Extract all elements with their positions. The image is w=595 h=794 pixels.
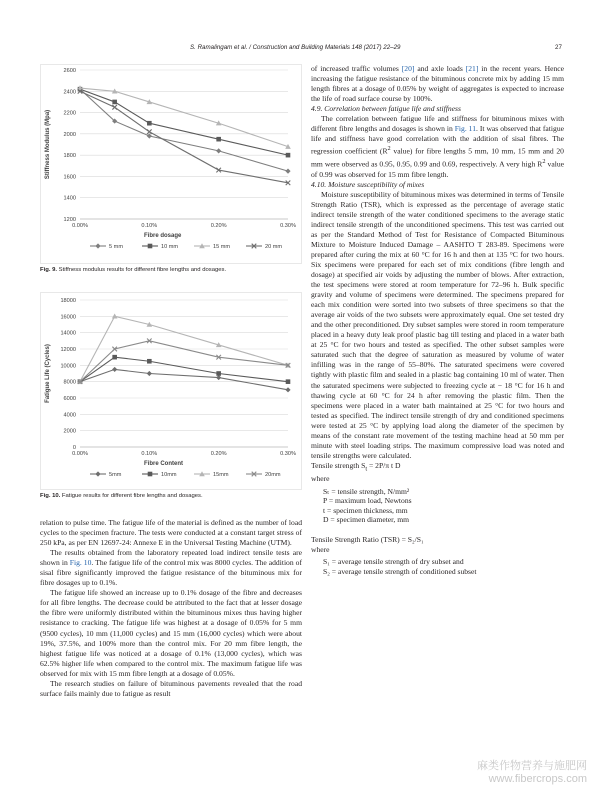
data-point (285, 169, 290, 174)
legend-label: 10 mm (161, 244, 179, 250)
legend-entry (90, 243, 123, 250)
series-15mm (77, 85, 291, 149)
page-number: 27 (555, 44, 562, 51)
text-run: The results obtained from the laboratory repeated load indirect tensile tests are shown in (40, 548, 302, 568)
x-tick-label: 0.10% (141, 223, 158, 229)
data-point (112, 355, 117, 360)
definition-list (323, 487, 564, 525)
series-5mm (77, 367, 290, 393)
data-point (286, 153, 291, 158)
figure-9-caption-text: Stiffness modulus results for different fibre lengths and dosages. (57, 267, 227, 273)
equation-text: = 2P/π t D (367, 460, 401, 470)
data-point (147, 371, 152, 376)
data-point (147, 121, 152, 126)
data-point (112, 105, 117, 110)
figure-9-caption (40, 266, 302, 274)
text-run: . The fatigue life of the control mix was 8000 cycles. The addition of sisal fibre significantly improved the fatigue resistance of the bituminous mix for fibre dosages up to 0.1%. (40, 558, 302, 588)
y-tick-label: 2000 (63, 428, 76, 435)
legend-label: 20 mm (265, 244, 283, 250)
y-tick-label: 1600 (63, 174, 76, 181)
equation-tensile-strength (311, 461, 564, 475)
x-tick-label: 0.30% (280, 223, 296, 229)
y-tick-label: 6000 (63, 396, 76, 402)
figure-10-caption (40, 492, 302, 500)
y-axis-title: Fatigue Life (Cycles) (45, 344, 51, 403)
legend-entry (90, 471, 122, 478)
legend-marker (95, 471, 100, 476)
y-tick-label: 2400 (63, 89, 76, 96)
series-line (80, 357, 288, 382)
paragraph: Moisture susceptibility of bituminous mixes was determined in terms of Tensile Strength Ratio (TSR), which is expressed as the percentage of average static indirect tensile strength of the water conditioned specimens to the average static indirect tensile strength of the unconditioned specimens. This test was carried out as per the Standard Method of Test for Resistance of Compacted Bituminous Mixture to Moisture Induced Damage – AASHTO T 283-89. Specimens were prepared after curing the mix at 60 °C for 16 h and then at 135 °C for two hours. Six specimens were prepared for each set of mix conditions (fibre length and dosage) at specified air voids by adjusting the number of blows. After extraction, the test specimens were stored at room temperature for 72–96 h. Bulk specific gravity and volume of specimens were determined. The specimens prepared for each mix condition were sorted into two subsets of three specimens so that the average air voids of the two subsets were approximately equal. One set tested dry and the other preconditioned. Dry subset samples were stored in room temperature placed in a heavy duty leak proof plastic bag till testing and placed in a water bath at 25 °C for two hours and tested as specified. The other subset samples were saturated such that the degree of saturation as measured by volume of water infilling was in the range of 55–80%. The saturated specimens were covered tightly with plastic film and sealed in a plastic bag containing 10 ml of water. Then the saturated specimens were subjected to freezing cycle at − 18 °C for 16 h and thawing cycle at 60 °C for 24 h after removing the plastic film. Then the specimens were placed in a water bath maintained at 25 °C for two hours and tested as specified. The indirect tensile strength of dry and conditioned specimens were tested at 25 °C by applying load along the diameter of the specimen by means of the constant rate movement of the testing machine head at 50 mm per minute with steel loading strips. The maximum compressive load was noted and tensile strengths were calculated. (311, 189, 564, 460)
legend-label: 10mm (161, 472, 177, 478)
y-axis-title: Stiffness Modulus (Mpa) (45, 109, 51, 180)
data-point (147, 359, 152, 364)
series-line (80, 91, 288, 183)
x-tick-label: 0.20% (210, 451, 227, 457)
x-tick-label: 0.20% (210, 223, 227, 229)
legend-marker (148, 244, 153, 249)
x-tick-label: 0.10% (141, 451, 158, 457)
paragraph: The fatigue life showed an increase up to 0.1% dosage of the fibre and decreases for all fibre lengths. The decrease could be attributed to the fact that at lesser dosage the fibre were uniformly distributed within the bituminous mixes thus having higher resistance to cracking. The fatigue life was highest at a dosage of 0.05% for 5 mm (9500 cycles), 10 mm (11,000 cycles) and 15 mm (16,000 cycles) which were about 19%, 37.5%, and 100% more than the control mix. For 20 mm fibre length, the highest fatigue life was noticed at a dosage of 0.1% (13,000 cycles), which was 62.5% higher life when compared to the control mix. The maximum fatigue life was observed for mix with 15 mm fibre length at a dosage of 0.05%. (40, 588, 302, 678)
reference-link[interactable]: [20] (401, 64, 415, 73)
y-tick-label: 18000 (60, 298, 76, 304)
x-tick-label: 0.00% (72, 451, 88, 457)
where-label: where (311, 474, 330, 484)
series-line (80, 89, 288, 171)
data-point (112, 100, 117, 105)
watermark-line: www.fibercrops.com (488, 773, 587, 785)
series-line (80, 89, 288, 155)
journal-citation: S. Ramalingam et al. / Construction and Building Materials 148 (2017) 22–29 (190, 44, 401, 51)
text-run: and axle loads (414, 64, 466, 73)
figure-10 (40, 292, 302, 500)
reference-link[interactable]: [21] (465, 64, 479, 73)
series-10mm (78, 355, 291, 384)
definition-item: P = maximum load, Newtons (323, 496, 412, 506)
definition-item: t = specimen thickness, mm (323, 505, 408, 515)
paragraph: relation to pulse time. The fatigue life of the material is defined as the number of load cycles to the specimen fracture. The tests were conducted at a constant target stress of 250 kPa, as per EN 12697-24: Annexe E in the Universal Testing Machine (UTM). (40, 518, 302, 548)
legend-entry (142, 472, 177, 478)
legend-entry (246, 472, 281, 478)
data-point (112, 367, 117, 372)
legend-entry (194, 471, 229, 478)
legend-entry (194, 243, 230, 250)
paragraph: The research studies on failure of bituminous pavements revealed that the road surface fails mainly due to fatigue as result (40, 678, 302, 698)
text-run: The correlation between fatigue life and stiffness for bituminous mixes with different fibre lengths and dosages is shown in (311, 114, 564, 134)
figure-10-label: Fig. 10. (40, 493, 61, 499)
x-tick-label: 0.30% (280, 451, 296, 457)
y-tick-label: 1800 (63, 153, 76, 160)
definition-list (323, 557, 564, 576)
stiffness-chart (40, 64, 302, 264)
y-tick-label: 2000 (63, 131, 76, 138)
section-heading: 4.9. Correlation between fatigue life and stiffness (311, 104, 461, 114)
y-tick-label: 2600 (63, 68, 76, 74)
subscript: t (365, 465, 368, 473)
fatigue-chart (40, 292, 302, 490)
y-tick-label: 1200 (63, 217, 76, 223)
y-tick-label: 2200 (63, 110, 76, 117)
text-run: in the recent years. Hence increasing the fatigue resistance of the bituminous concrete mix by adding 15 mm length fibres at a dosage of 0.05% by weight of aggregates is expected to increase the life of road surface course by 100%. (311, 64, 564, 104)
chart-frame (41, 293, 302, 490)
legend-label: 5mm (109, 472, 122, 478)
series-line (80, 369, 288, 389)
figure-9-label: Fig. 9. (40, 267, 58, 273)
figure-9 (40, 64, 302, 274)
data-point (216, 148, 221, 153)
legend-entry (246, 244, 282, 250)
equation-tsr: Tensile Strength Ratio (TSR) = S₂/S₁ (311, 534, 424, 544)
superscript: 2 (542, 157, 546, 165)
data-point (286, 379, 291, 384)
y-tick-label: 0 (72, 445, 76, 451)
data-point (216, 137, 221, 142)
legend-label: 20mm (265, 472, 281, 478)
watermark (477, 760, 587, 786)
y-tick-label: 1400 (63, 195, 76, 202)
definition-item: S₂ = average tensile strength of conditioned subset (323, 566, 477, 576)
watermark-line: 麻类作物营养与施肥网 (477, 760, 587, 772)
data-point (285, 387, 290, 392)
data-point (112, 314, 118, 319)
y-tick-label: 12000 (60, 347, 76, 353)
equation-text: Tensile strength S (311, 460, 366, 470)
y-tick-label: 10000 (60, 363, 76, 370)
left-column-text (40, 518, 302, 699)
data-point (147, 129, 152, 134)
figure-link[interactable]: Fig. 10 (69, 558, 92, 568)
legend-marker (95, 243, 100, 248)
legend-entry (142, 244, 178, 250)
paragraph (40, 548, 302, 588)
x-axis-title: Fibre Content (144, 461, 183, 467)
where-label: where (311, 544, 330, 554)
definition-item: Sₜ = tensile strength, N/mm² (323, 486, 410, 496)
text-run: . It was observed that fatigue life and stiffness have good correlation with the addition of sisal fibres. The regression coefficient (R (311, 124, 564, 156)
y-tick-label: 4000 (63, 412, 76, 419)
paragraph (311, 64, 564, 104)
definition-item: S₁ = average tensile strength of dry subset and (323, 556, 464, 566)
legend-marker (148, 472, 153, 477)
x-axis-title: Fibre dosage (144, 233, 182, 239)
x-tick-label: 0.00% (72, 223, 88, 229)
y-tick-label: 14000 (60, 330, 76, 337)
legend-label: 5 mm (109, 244, 123, 250)
y-tick-label: 8000 (63, 379, 76, 386)
superscript: 2 (387, 145, 391, 153)
figure-10-caption-text: Fatigue results for different fibre lengths and dosages. (60, 493, 203, 499)
data-point (216, 371, 221, 376)
figure-link[interactable]: Fig. 11 (454, 124, 476, 134)
definition-item: D = specimen diameter, mm (323, 515, 410, 525)
text-run: of increased traffic volumes (311, 64, 402, 73)
right-column-text (311, 64, 564, 576)
section-heading: 4.10. Moisture susceptibility of mixes (311, 179, 425, 189)
legend-label: 15 mm (213, 244, 231, 250)
running-header (0, 44, 595, 56)
legend-label: 15mm (213, 472, 229, 478)
y-tick-label: 16000 (60, 314, 76, 321)
text-run: value) for fibre lengths 5 mm, 10 mm, 15 mm and 20 mm were observed as 0.95, 0.95, 0.99 and 0.69, respectively. A very high R (311, 146, 564, 169)
text-run: value of 0.99 was observed for 15 mm fibre length. (311, 159, 564, 179)
paragraph (311, 114, 564, 179)
series-10mm (78, 87, 291, 158)
